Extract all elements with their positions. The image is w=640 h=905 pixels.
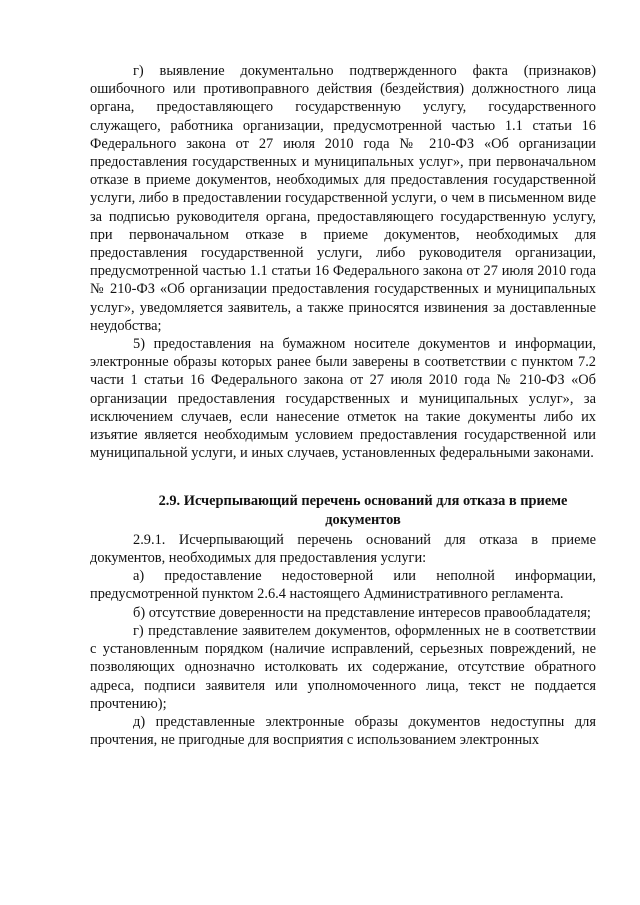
document-body [90, 62, 596, 749]
paragraph-a-false-info: а) предоставление недостоверной или неполной информации, предусмотренной пунктом 2.6.4 настоящего Административного регламента. [90, 568, 596, 603]
paragraph-g-improper-documents: г) представление заявителем документов, оформленных не в соответствии с установленным порядком (наличие исправлений, серьезных повреждений, не позволяющих однозначно истолковать их содержание, отсутствие обратного адреса, подписи заявителя или уполномоченного лица, текст не поддается прочтению); [90, 622, 596, 712]
paragraph-g-violation: г) выявление документально подтвержденного факта (признаков) ошибочного или противоправного действия (бездействия) должностного лица органа, предоставляющего государственную услугу, государственного служащего, работника организации, предусмотренной частью 1.1 статьи 16 Федерального закона от 27 июля 2010 года № 210-ФЗ «Об организации предоставления государственных и муниципальных услуг», при первоначальном отказе в приеме документов, необходимых для предоставления государственной услуги, либо в предоставлении государственной услуги, о чем в письменном виде за подписью руководителя органа, предоставляющего государственную услугу, при первоначальном отказе в приеме документов, необходимых для предоставления государственной услуги, либо руководителя организации, предусмотренной частью 1.1 статьи 16 Федерального закона от 27 июля 2010 года № 210-ФЗ «Об организации предоставления государственных и муниципальных услуг», уведомляется заявитель, а также приносятся извинения за доставленные неудобства; [90, 63, 596, 334]
paragraph-5-paper-documents: 5) предоставления на бумажном носителе документов и информации, электронные образы которых ранее были заверены в соответствии с пунктом 7.2 части 1 статьи 16 Федерального закона от 27 июля 2010 года № 210-ФЗ «Об организации предоставления государственных и муниципальных услуг», за исключением случаев, если нанесение отметок на такие документы либо их изъятие является необходимым условием предоставления государственной или муниципальной услуги, и иных случаев, установленных федеральными законами. [90, 336, 596, 462]
paragraph-d-unreadable-electronic: д) представленные электронные образы документов недоступны для прочтения, не пригодные для восприятия с использованием электронных [90, 713, 596, 749]
paragraph-b-no-power-of-attorney: б) отсутствие доверенности на представление интересов правообладателя; [133, 604, 591, 621]
paragraph-2-9-1: 2.9.1. Исчерпывающий перечень оснований для отказа в приеме документов, необходимых для предоставления услуги: [90, 531, 596, 567]
section-heading-2-9: 2.9. Исчерпывающий перечень оснований для отказа в приеме документов [158, 493, 568, 528]
